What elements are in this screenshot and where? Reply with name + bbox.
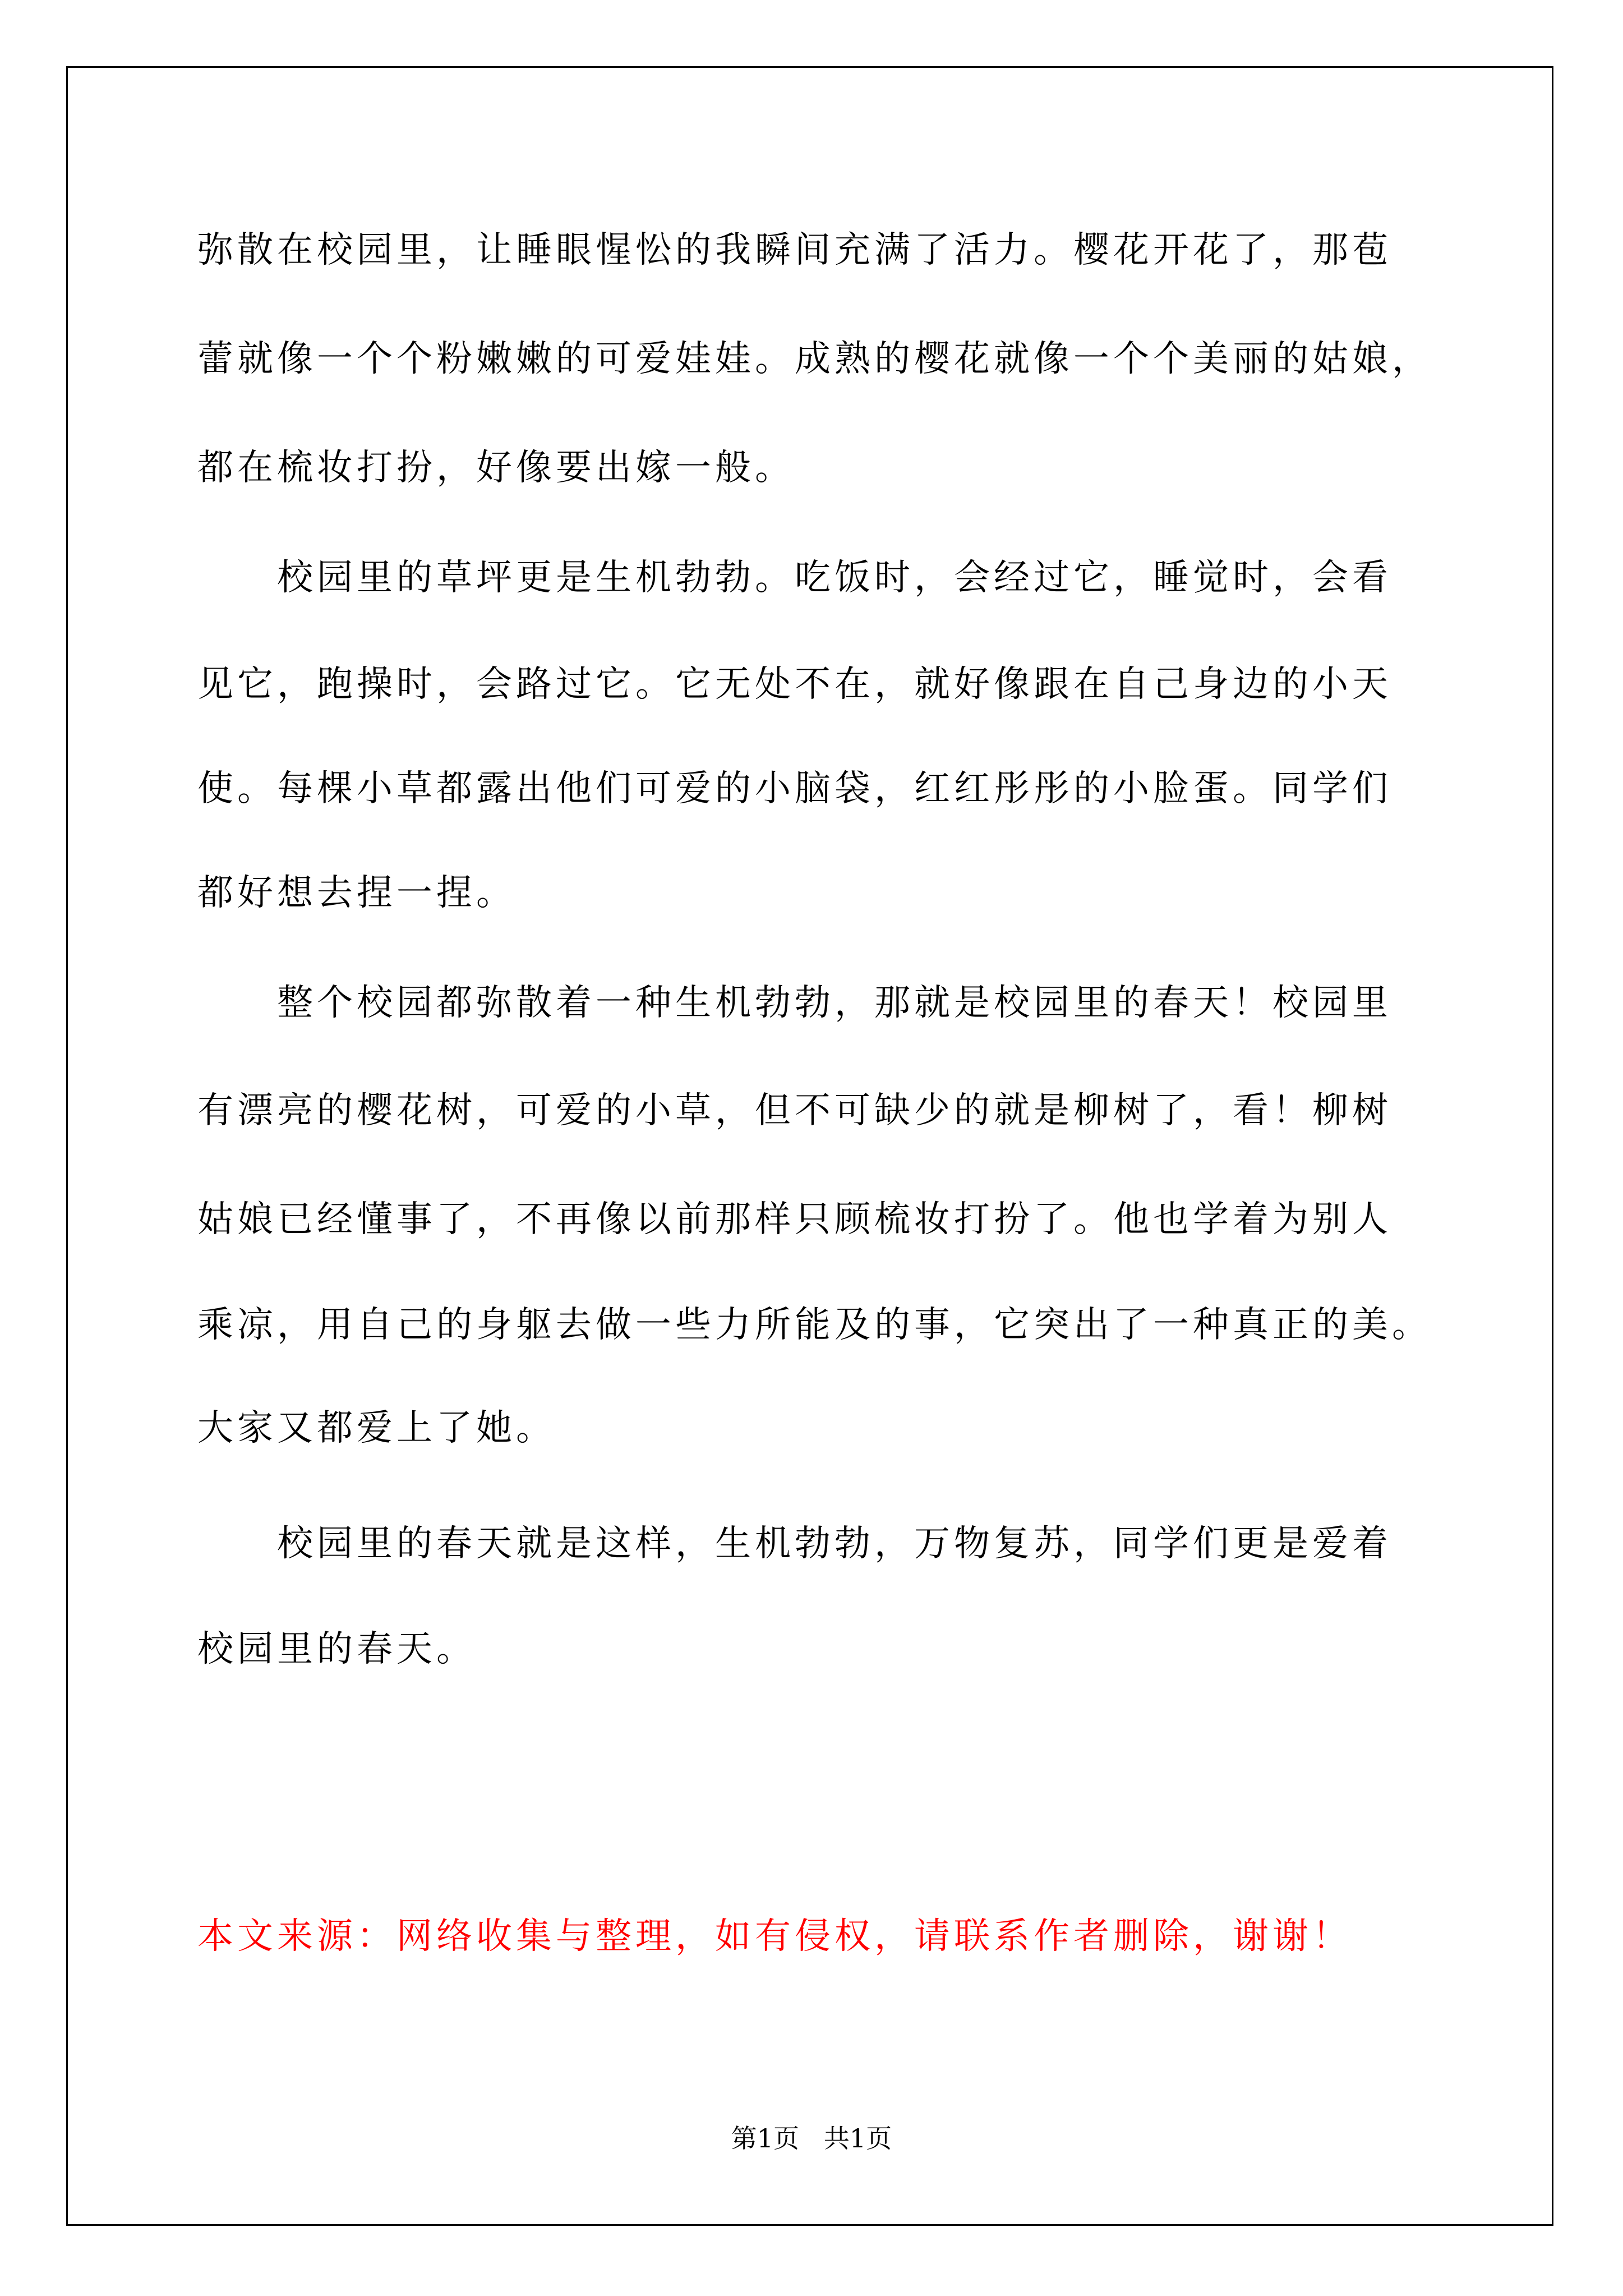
body-line-14: 校园里的春天。: [197, 1628, 476, 1670]
body-line-5: 见它，跑操时，会路过它。它无处不在，就好像跟在自己身边的小天: [197, 664, 1392, 705]
body-line-11: 乘凉，用自己的身躯去做一些力所能及的事，它突出了一种真正的美。: [197, 1304, 1432, 1346]
body-line-13: 校园里的春天就是这样，生机勃勃，万物复苏，同学们更是爱着: [197, 1523, 1392, 1565]
body-line-6: 使。每棵小草都露出他们可爱的小脑袋，红红彤彤的小脸蛋。同学们: [197, 768, 1392, 809]
body-line-9: 有漂亮的樱花树，可爱的小草，但不可缺少的就是柳树了，看！柳树: [197, 1090, 1392, 1131]
body-line-7: 都好想去捏一捏。: [197, 872, 516, 914]
body-line-1: 弥散在校园里，让睡眼惺忪的我瞬间充满了活力。樱花开花了，那苞: [197, 229, 1392, 271]
page-footer: 第1页 共1页: [731, 2123, 892, 2154]
page-border: [66, 66, 1553, 2226]
body-line-4: 校园里的草坪更是生机勃勃。吃饭时，会经过它，睡觉时，会看: [197, 557, 1392, 599]
body-line-2: 蕾就像一个个粉嫩嫩的可爱娃娃。成熟的樱花就像一个个美丽的姑娘，: [197, 338, 1432, 380]
body-line-8: 整个校园都弥散着一种生机勃勃，那就是校园里的春天！校园里: [197, 982, 1392, 1024]
source-notice: 本文来源：网络收集与整理，如有侵权，请联系作者删除，谢谢！: [197, 1916, 1352, 1957]
body-line-3: 都在梳妆打扮，好像要出嫁一般。: [197, 447, 795, 489]
body-line-10: 姑娘已经懂事了，不再像以前那样只顾梳妆打扮了。他也学着为别人: [197, 1199, 1392, 1240]
body-line-12: 大家又都爱上了她。: [197, 1407, 556, 1449]
